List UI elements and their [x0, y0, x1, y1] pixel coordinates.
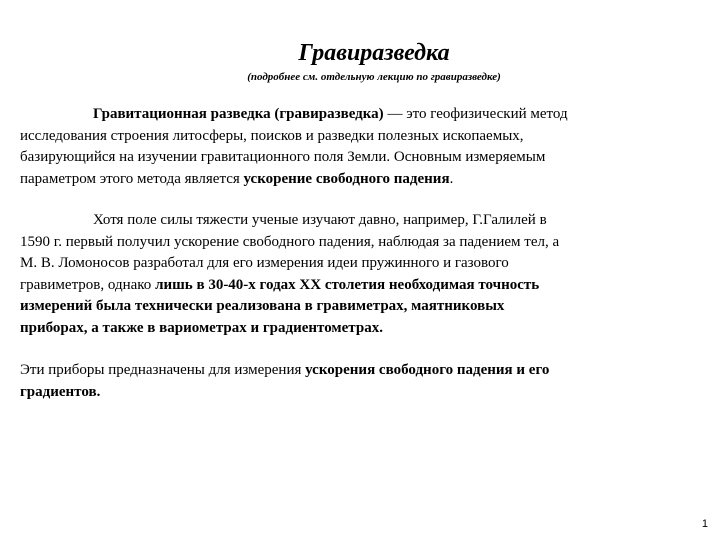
paragraph-history — [20, 210, 685, 340]
bold-term: лишь в 30-40-х годах XX столетия необходимая точность — [155, 276, 540, 293]
paragraph-definition — [20, 104, 685, 190]
paragraph-line — [20, 382, 685, 404]
page-subtitle: (подробнее см. отдельную лекцию по гравиразведке) — [247, 71, 501, 83]
paragraph-line — [20, 318, 685, 340]
bold-term: градиентов. — [20, 383, 101, 400]
bold-term: измерений была технически реализована в гравиметрах, маятниковых — [20, 298, 505, 315]
paragraph-line — [20, 360, 685, 382]
page-title: Гравиразведка — [298, 40, 450, 66]
bold-term: ускорения свободного падения и его — [305, 362, 550, 378]
paragraph-line — [20, 296, 685, 318]
text-span: . — [449, 170, 454, 187]
paragraph-line: М. В. Ломоносов разработал для его измерения идеи пружинного и газового — [20, 255, 509, 272]
paragraph-line: исследования строения литосферы, поисков и разведки полезных ископаемых, — [20, 127, 524, 144]
paragraph-line — [20, 169, 685, 191]
bold-term: приборах, а также в вариометрах и градиентометрах. — [20, 319, 383, 336]
bold-term: ускорение свободного падения — [243, 170, 450, 187]
text-span: Эти приборы предназначены для измерения — [20, 362, 306, 378]
paragraph-line: 1590 г. первый получил ускорение свободного падения, наблюдая за падением тел, а — [20, 233, 560, 250]
paragraph-line: Хотя поле силы тяжести ученые изучают давно, например, Г.Галилей в — [93, 212, 547, 228]
paragraph-instruments — [20, 360, 685, 403]
paragraph-line — [20, 275, 685, 297]
text-span: параметром этого метода является — [20, 170, 244, 187]
page-number: 1 — [701, 518, 708, 530]
paragraph-line: базирующийся на изучении гравитационного поля Земли. Основным измеряемым — [20, 149, 546, 166]
paragraph-line — [20, 104, 685, 126]
text-span: гравиметров, однако — [20, 276, 156, 293]
text-span: — это геофизический метод — [383, 106, 568, 122]
bold-term: Гравитационная разведка (гравиразведка) — [93, 106, 384, 122]
